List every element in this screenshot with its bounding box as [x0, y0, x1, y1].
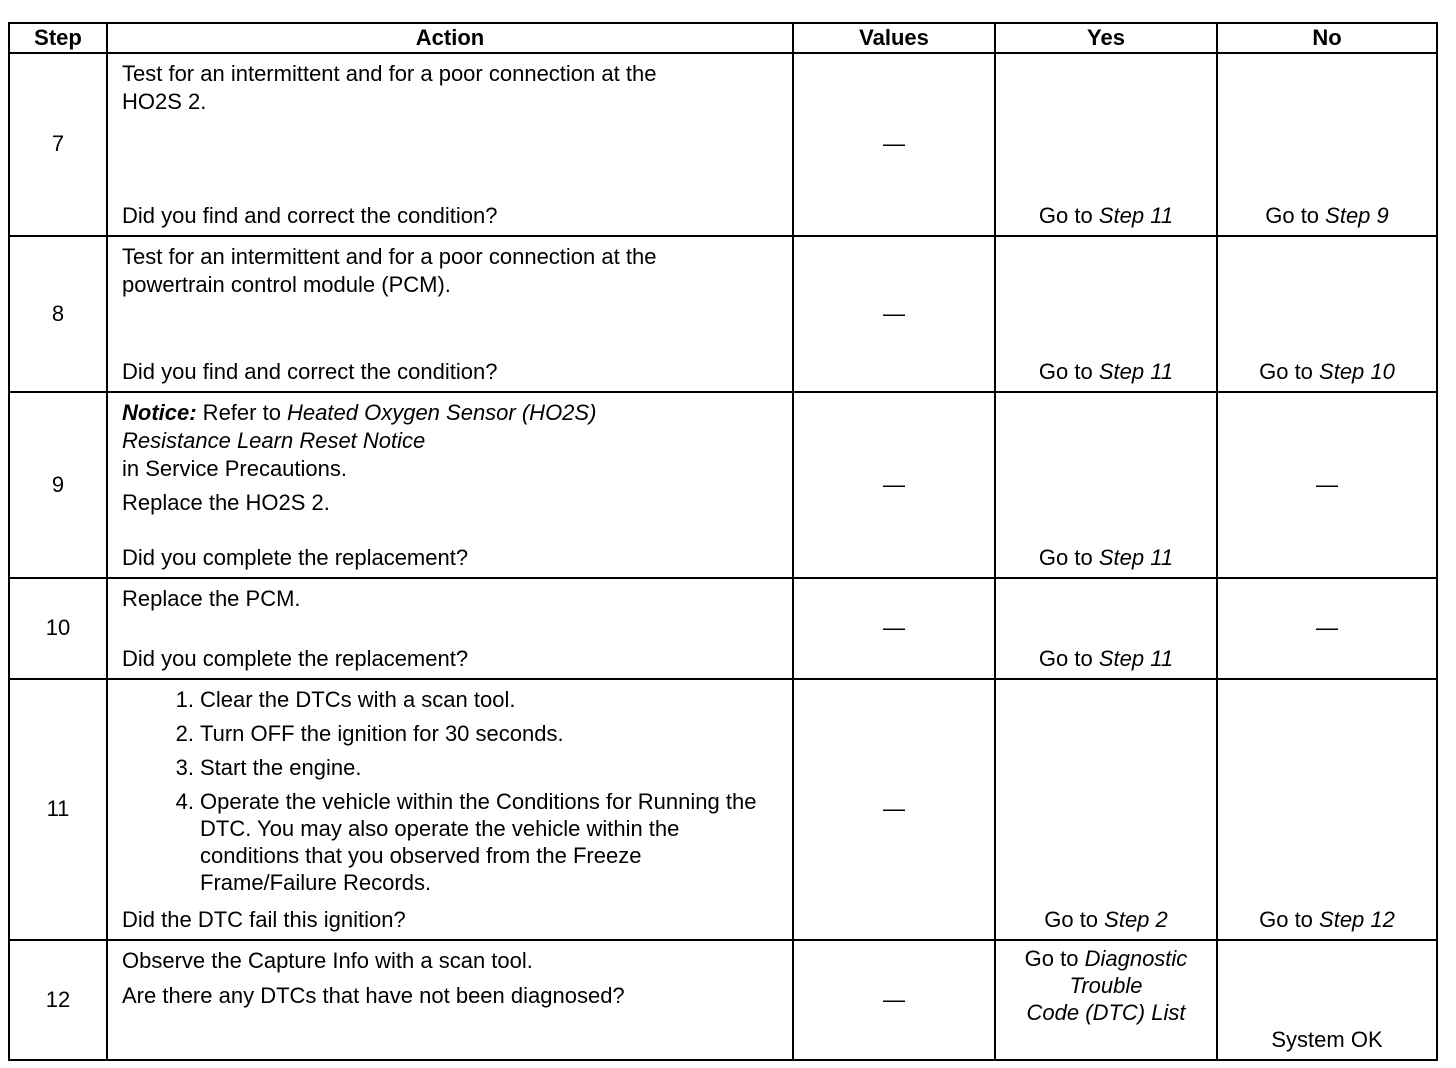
item-text: Operate the vehicle within the Conditions for Running the DTC. You may also operate the vehicle within the conditions that you observed from the Freeze Frame/Failure Records.	[200, 789, 757, 895]
header-values: Values	[793, 23, 995, 53]
action-text: powertrain control module (PCM).	[122, 272, 451, 297]
action-question: Did the DTC fail this ignition?	[122, 907, 406, 932]
table-row	[9, 236, 1437, 392]
no-cell: —	[1316, 615, 1338, 640]
no-link[interactable]	[1218, 358, 1436, 386]
list-item	[138, 754, 782, 781]
item-text: Clear the DTCs with a scan tool.	[200, 687, 516, 712]
values-cell: —	[883, 986, 905, 1012]
yes-link[interactable]	[996, 906, 1216, 934]
yes-link[interactable]	[996, 945, 1216, 1026]
item-number: 2.	[175, 721, 194, 746]
procedure-list	[138, 686, 782, 896]
action-text: Observe the Capture Info with a scan tool.	[122, 948, 533, 973]
step-ref: Step 11	[1098, 646, 1174, 671]
list-item	[138, 720, 782, 747]
list-item	[138, 686, 782, 713]
values-cell: —	[883, 471, 905, 497]
dtc-list-ref: Diagnostic	[1084, 946, 1188, 971]
notice-label: Notice:	[122, 400, 197, 425]
go-to-text: Go to	[1265, 203, 1326, 228]
go-to-text: Go to	[1038, 545, 1099, 570]
table-row	[9, 392, 1437, 578]
action-text: HO2S 2.	[122, 89, 207, 114]
step-number: 7	[51, 131, 65, 156]
dtc-list-ref: Trouble	[1069, 973, 1143, 998]
action-text: Replace the PCM.	[122, 586, 301, 611]
action-text: Test for an intermittent and for a poor connection at the	[122, 61, 657, 86]
no-result: System OK	[1271, 1027, 1383, 1052]
item-number: 4.	[175, 789, 194, 814]
header-no: No	[1217, 23, 1437, 53]
table-row	[9, 940, 1437, 1060]
go-to-text: Go to	[1259, 359, 1320, 384]
step-number: 9	[51, 471, 65, 497]
action-question: Did you find and correct the condition?	[122, 359, 498, 384]
header-action: Action	[107, 23, 793, 53]
step-number: 11	[46, 796, 70, 821]
go-to-text: Go to	[1038, 359, 1099, 384]
values-cell: —	[883, 131, 905, 156]
diagnostic-table	[8, 22, 1438, 1061]
go-to-text: Go to	[1038, 646, 1099, 671]
go-to-text: Go to	[1259, 907, 1320, 932]
item-number: 3.	[175, 755, 194, 780]
dtc-list-ref: Code (DTC) List	[1026, 1000, 1186, 1025]
item-text: Turn OFF the ignition for 30 seconds.	[200, 721, 564, 746]
table-row	[9, 578, 1437, 679]
step-ref: Step 10	[1319, 359, 1395, 384]
step-number: 10	[45, 615, 71, 640]
step-ref: Step 12	[1319, 907, 1395, 932]
table-row	[9, 679, 1437, 940]
no-link[interactable]	[1218, 906, 1436, 934]
item-text: Start the engine.	[200, 755, 362, 780]
yes-link[interactable]	[996, 358, 1216, 386]
values-cell: —	[883, 615, 905, 640]
yes-link[interactable]	[996, 544, 1216, 572]
notice-text	[122, 399, 782, 427]
step-ref: Step 11	[1098, 203, 1174, 228]
item-number: 1.	[175, 687, 194, 712]
go-to-text: Go to	[1038, 203, 1099, 228]
header-row	[9, 23, 1437, 53]
step-ref: Step 11	[1098, 545, 1174, 570]
table-row	[9, 53, 1437, 236]
go-to-text: Go to	[1024, 946, 1085, 971]
values-cell: —	[883, 796, 905, 821]
values-cell: —	[883, 300, 905, 326]
action-text: Replace the HO2S 2.	[122, 490, 330, 515]
step-number: 8	[51, 300, 65, 326]
step-ref: Step 9	[1325, 203, 1389, 228]
notice-link[interactable]: Heated Oxygen Sensor (HO2S)	[287, 400, 597, 425]
yes-link[interactable]	[996, 645, 1216, 673]
yes-link[interactable]	[996, 202, 1216, 230]
no-link[interactable]	[1218, 202, 1436, 230]
step-number: 12	[45, 986, 71, 1012]
action-text: Test for an intermittent and for a poor connection at the	[122, 244, 657, 269]
action-question: Did you find and correct the condition?	[122, 203, 498, 228]
notice-refer: Refer to	[196, 400, 288, 425]
notice-link[interactable]: Resistance Learn Reset Notice	[122, 428, 426, 453]
notice-tail: in Service Precautions.	[122, 456, 347, 481]
go-to-text: Go to	[1044, 907, 1105, 932]
step-ref: Step 11	[1098, 359, 1174, 384]
action-question: Did you complete the replacement?	[122, 545, 469, 570]
list-item	[138, 788, 782, 896]
header-yes: Yes	[995, 23, 1217, 53]
header-step: Step	[9, 23, 107, 53]
step-ref: Step 2	[1104, 907, 1168, 932]
no-cell: —	[1316, 471, 1338, 497]
action-question: Are there any DTCs that have not been diagnosed?	[122, 983, 625, 1008]
action-question: Did you complete the replacement?	[122, 646, 469, 671]
